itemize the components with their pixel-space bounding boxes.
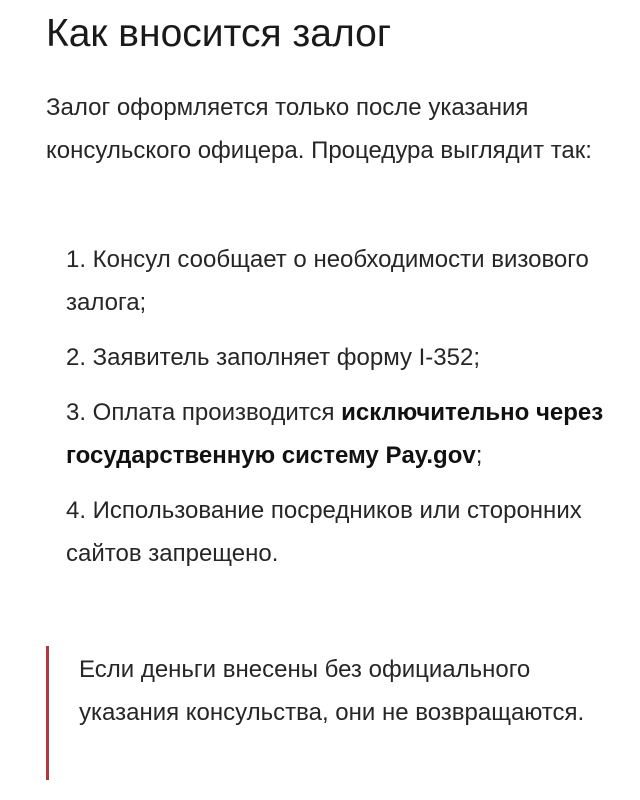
callout-text: Если деньги внесены без официального указания консульства, они не возвращаются. bbox=[79, 656, 585, 726]
list-item-step-3 bbox=[66, 391, 626, 477]
list-item-step-1 bbox=[66, 238, 626, 324]
step-2-text: 2. Заявитель заполняет форму I-352; bbox=[66, 344, 481, 371]
page-title: Как вносится залог bbox=[46, 12, 392, 55]
procedure-steps-list bbox=[66, 238, 626, 587]
warning-callout bbox=[46, 646, 620, 782]
list-item-step-4 bbox=[66, 489, 626, 575]
step-3-emphasis: исключительно через государственную систему Pay.gov bbox=[66, 399, 604, 469]
intro-paragraph: Залог оформляется только после указания консульского офицера. Процедура выглядит так: bbox=[46, 94, 592, 164]
step-4-text: 4. Использование посредников или сторонних сайтов запрещено. bbox=[66, 497, 582, 567]
step-3-text-start: 3. Оплата производится bbox=[66, 399, 342, 426]
list-item-step-2 bbox=[66, 336, 626, 379]
step-1-text: 1. Консул сообщает о необходимости визового залога; bbox=[66, 246, 589, 316]
step-3-text-end: ; bbox=[475, 442, 483, 469]
callout-accent-bar bbox=[46, 646, 49, 780]
